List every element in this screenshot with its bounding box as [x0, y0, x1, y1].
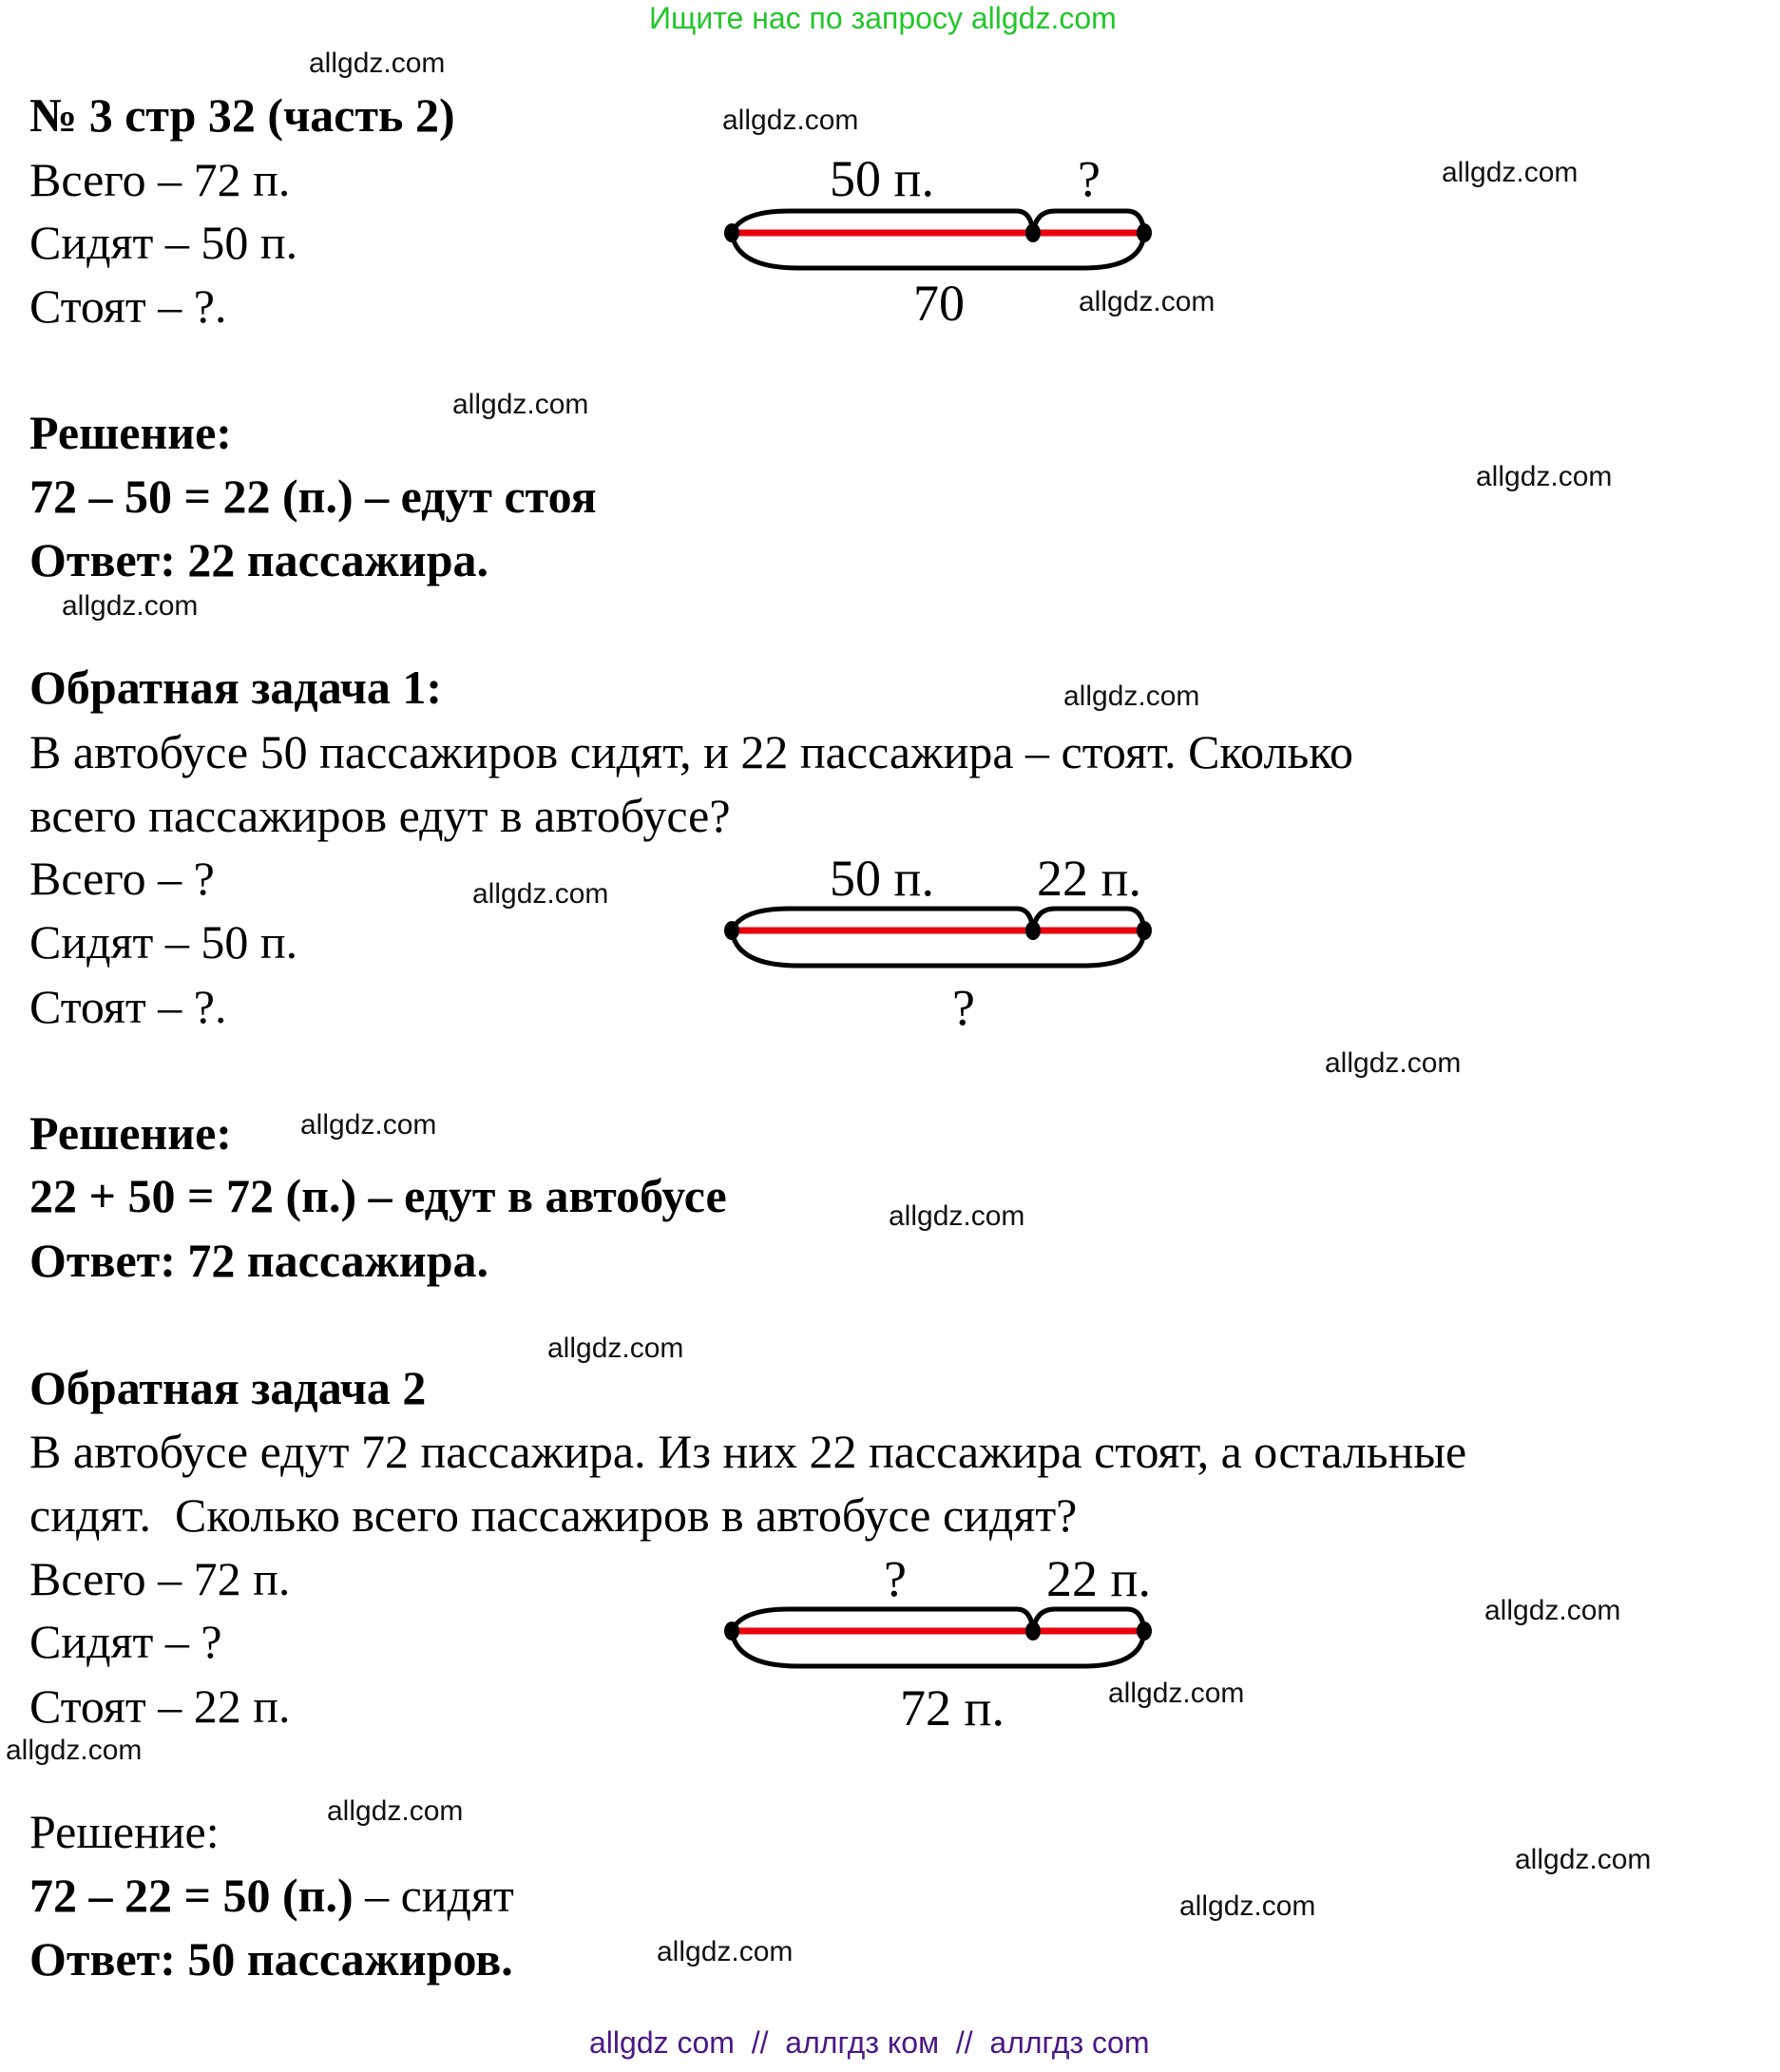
diagram-label-top-right: 22 п.	[1037, 850, 1141, 907]
solution-heading: Решение:	[29, 1106, 232, 1160]
watermark: allgdz.com	[452, 389, 589, 420]
watermark: allgdz.com	[300, 1109, 437, 1141]
watermark: allgdz.com	[6, 1735, 143, 1766]
problem-text-line: сидят. Сколько всего пассажиров в автобусе сидят?	[29, 1488, 1078, 1542]
diagram-label-bottom: 70	[913, 275, 965, 332]
given-line: Сидят – 50 п.	[29, 915, 298, 969]
problem-text-line: всего пассажиров едут в автобусе?	[29, 789, 731, 842]
problem-text-line: В автобусе 50 пассажиров сидят, и 22 пассажира – стоят. Сколько	[29, 725, 1354, 778]
watermark: allgdz.com	[1325, 1047, 1462, 1079]
watermark: allgdz.com	[547, 1333, 684, 1364]
diagram-label-top-left: 50 п.	[830, 150, 934, 207]
watermark: allgdz.com	[1063, 681, 1200, 712]
solution-heading: Решение:	[29, 406, 232, 459]
inverse-task-title: Обратная задача 1:	[29, 661, 443, 714]
watermark: allgdz.com	[889, 1200, 1025, 1232]
given-line: Стоят – ?.	[29, 279, 227, 333]
diagram-label-top-right: ?	[1078, 150, 1101, 207]
diagram-label-bottom: 72 п.	[900, 1679, 1005, 1736]
watermark: allgdz.com	[1179, 1890, 1316, 1922]
given-line: Сидят – 50 п.	[29, 216, 298, 269]
watermark: allgdz.com	[722, 105, 859, 136]
diagram-label-bottom: ?	[952, 979, 975, 1036]
given-line: Всего – ?	[29, 852, 215, 905]
given-line: Стоят – ?.	[29, 980, 227, 1033]
solution-heading: Решение:	[29, 1805, 220, 1858]
segment-diagram	[713, 1598, 1169, 1683]
diagram-label-top-right: 22 п.	[1046, 1550, 1151, 1607]
watermark: allgdz.com	[1476, 461, 1613, 492]
solution-note: – сидят	[353, 1869, 514, 1922]
footer-links: allgdz com // аллгдз ком // аллгдз com	[589, 2025, 1150, 2060]
search-banner: Ищите нас по запросу allgdz.com	[649, 1, 1117, 35]
segment-diagram	[713, 897, 1169, 983]
watermark: allgdz.com	[1442, 157, 1579, 188]
given-line: Всего – 72 п.	[29, 153, 291, 206]
diagram-label-top-left: ?	[884, 1550, 907, 1607]
diagram-label-top-left: 50 п.	[830, 850, 934, 907]
solution-expression: 72 – 50 = 22 (п.) – едут стоя	[29, 470, 597, 523]
solution-expression	[29, 1869, 514, 1922]
solution-expression: 22 + 50 = 72 (п.) – едут в автобусе	[29, 1169, 727, 1222]
problem-text-line: В автобусе едут 72 пассажира. Из них 22 пассажира стоят, а остальные	[29, 1425, 1467, 1478]
watermark: allgdz.com	[1079, 286, 1215, 317]
watermark: allgdz.com	[472, 878, 609, 910]
answer: Ответ: 50 пассажиров.	[29, 1932, 513, 1986]
given-line: Всего – 72 п.	[29, 1552, 291, 1605]
watermark: allgdz.com	[1515, 1844, 1652, 1875]
given-line: Стоят – 22 п.	[29, 1679, 291, 1733]
segment-diagram	[713, 200, 1169, 285]
answer: Ответ: 22 пассажира.	[29, 533, 489, 586]
watermark: allgdz.com	[1484, 1595, 1621, 1626]
task-title: № 3 стр 32 (часть 2)	[29, 88, 455, 142]
given-line: Сидят – ?	[29, 1615, 222, 1668]
watermark: allgdz.com	[309, 48, 446, 79]
solution-math: 72 – 22 = 50 (п.)	[29, 1869, 354, 1922]
watermark: allgdz.com	[62, 590, 199, 622]
watermark: allgdz.com	[327, 1795, 464, 1827]
watermark: allgdz.com	[1108, 1678, 1245, 1709]
inverse-task-title: Обратная задача 2	[29, 1361, 427, 1414]
watermark: allgdz.com	[657, 1936, 794, 1967]
answer: Ответ: 72 пассажира.	[29, 1234, 489, 1287]
